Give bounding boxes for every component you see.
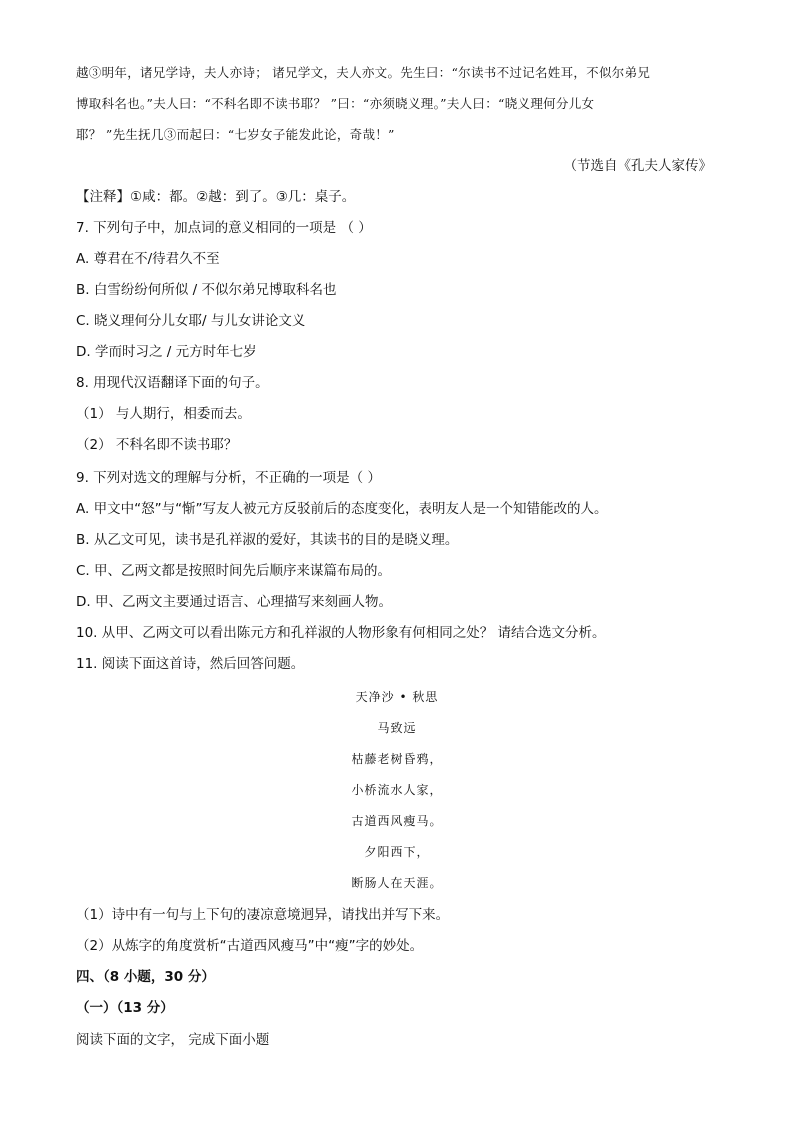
question-11-sub-2: （2）从炼字的角度赏析“古道西风瘦马”中“瘦”字的妙处。 — [76, 938, 424, 954]
question-9-stem: 9. 下列对选文的理解与分析，不正确的一项是（ ） — [76, 470, 381, 486]
question-7-option-c: C. 晓义理何分儿女耶/ 与儿女讲论文义 — [76, 313, 306, 329]
question-9-option-c: C. 甲、乙两文都是按照时间先后顺序来谋篇布局的。 — [76, 563, 392, 579]
passage-source: （节选自《孔夫人家传》 — [563, 158, 712, 174]
section-4-instruction: 阅读下面的文字， 完成下面小题 — [76, 1032, 270, 1048]
question-10: 10. 从甲、乙两文可以看出陈元方和孔祥淑的人物形象有何相同之处？ 请结合选文分析。 — [76, 625, 606, 641]
poem-line-1: 枯藤老树昏鸦， — [351, 752, 443, 766]
question-7-stem: 7. 下列句子中，加点词的意义相同的一项是 （ ） — [76, 220, 372, 236]
question-7-option-d: D. 学而时习之 / 元方时年七岁 — [76, 344, 257, 360]
poem-title: 天净沙 • 秋思 — [355, 690, 439, 704]
poem-line-3: 古道西风瘦马。 — [351, 814, 443, 828]
question-7-option-b: B. 白雪纷纷何所似 / 不似尔弟兄博取科名也 — [76, 282, 337, 298]
question-9-option-b: B. 从乙文可见，读书是孔祥淑的爱好，其读书的目的是晓义理。 — [76, 532, 459, 548]
passage-line-2: 博取科名也。”夫人曰：“不科名即不读书耶？ ”曰：“亦须晓义理。”夫人曰：“晓义理何分儿女 — [76, 96, 595, 111]
question-9-option-d: D. 甲、乙两文主要通过语言、心理描写来刻画人物。 — [76, 594, 392, 610]
section-4-heading: 四、（8 小题，30 分） — [76, 969, 215, 985]
question-8-item-1: （1） 与人期行，相委而去。 — [76, 406, 251, 422]
question-11-sub-1: （1）诗中有一句与上下句的凄凉意境迥异，请找出并写下来。 — [76, 907, 450, 923]
question-11-stem: 11. 阅读下面这首诗，然后回答问题。 — [76, 656, 305, 672]
poem-line-4: 夕阳西下， — [364, 845, 430, 859]
annotation-notes: 【注释】①咸：都。②越：到了。③几：桌子。 — [76, 189, 356, 205]
poem-author: 马致远 — [377, 721, 417, 735]
question-9-option-a: A. 甲文中“怒”与“惭”写友人被元方反驳前后的态度变化，表明友人是一个知错能改的人。 — [76, 501, 608, 517]
poem-line-2: 小桥流水人家， — [351, 783, 443, 797]
question-8-item-2: （2） 不科名即不读书耶？ — [76, 437, 238, 453]
passage-line-3: 耶？ ”先生抚几③而起曰：“七岁女子能发此论，奇哉！” — [76, 127, 395, 142]
question-7-option-a: A. 尊君在不/待君久不至 — [76, 251, 220, 267]
passage-line-1: 越③明年，诸兄学诗，夫人亦诗； 诸兄学文，夫人亦文。先生曰：“尔读书不过记名姓耳，不似尔弟兄 — [76, 65, 651, 80]
section-4-part-1: （一）（13 分） — [76, 1000, 174, 1016]
poem-line-5: 断肠人在天涯。 — [351, 876, 443, 890]
question-8-stem: 8. 用现代汉语翻译下面的句子。 — [76, 375, 269, 391]
